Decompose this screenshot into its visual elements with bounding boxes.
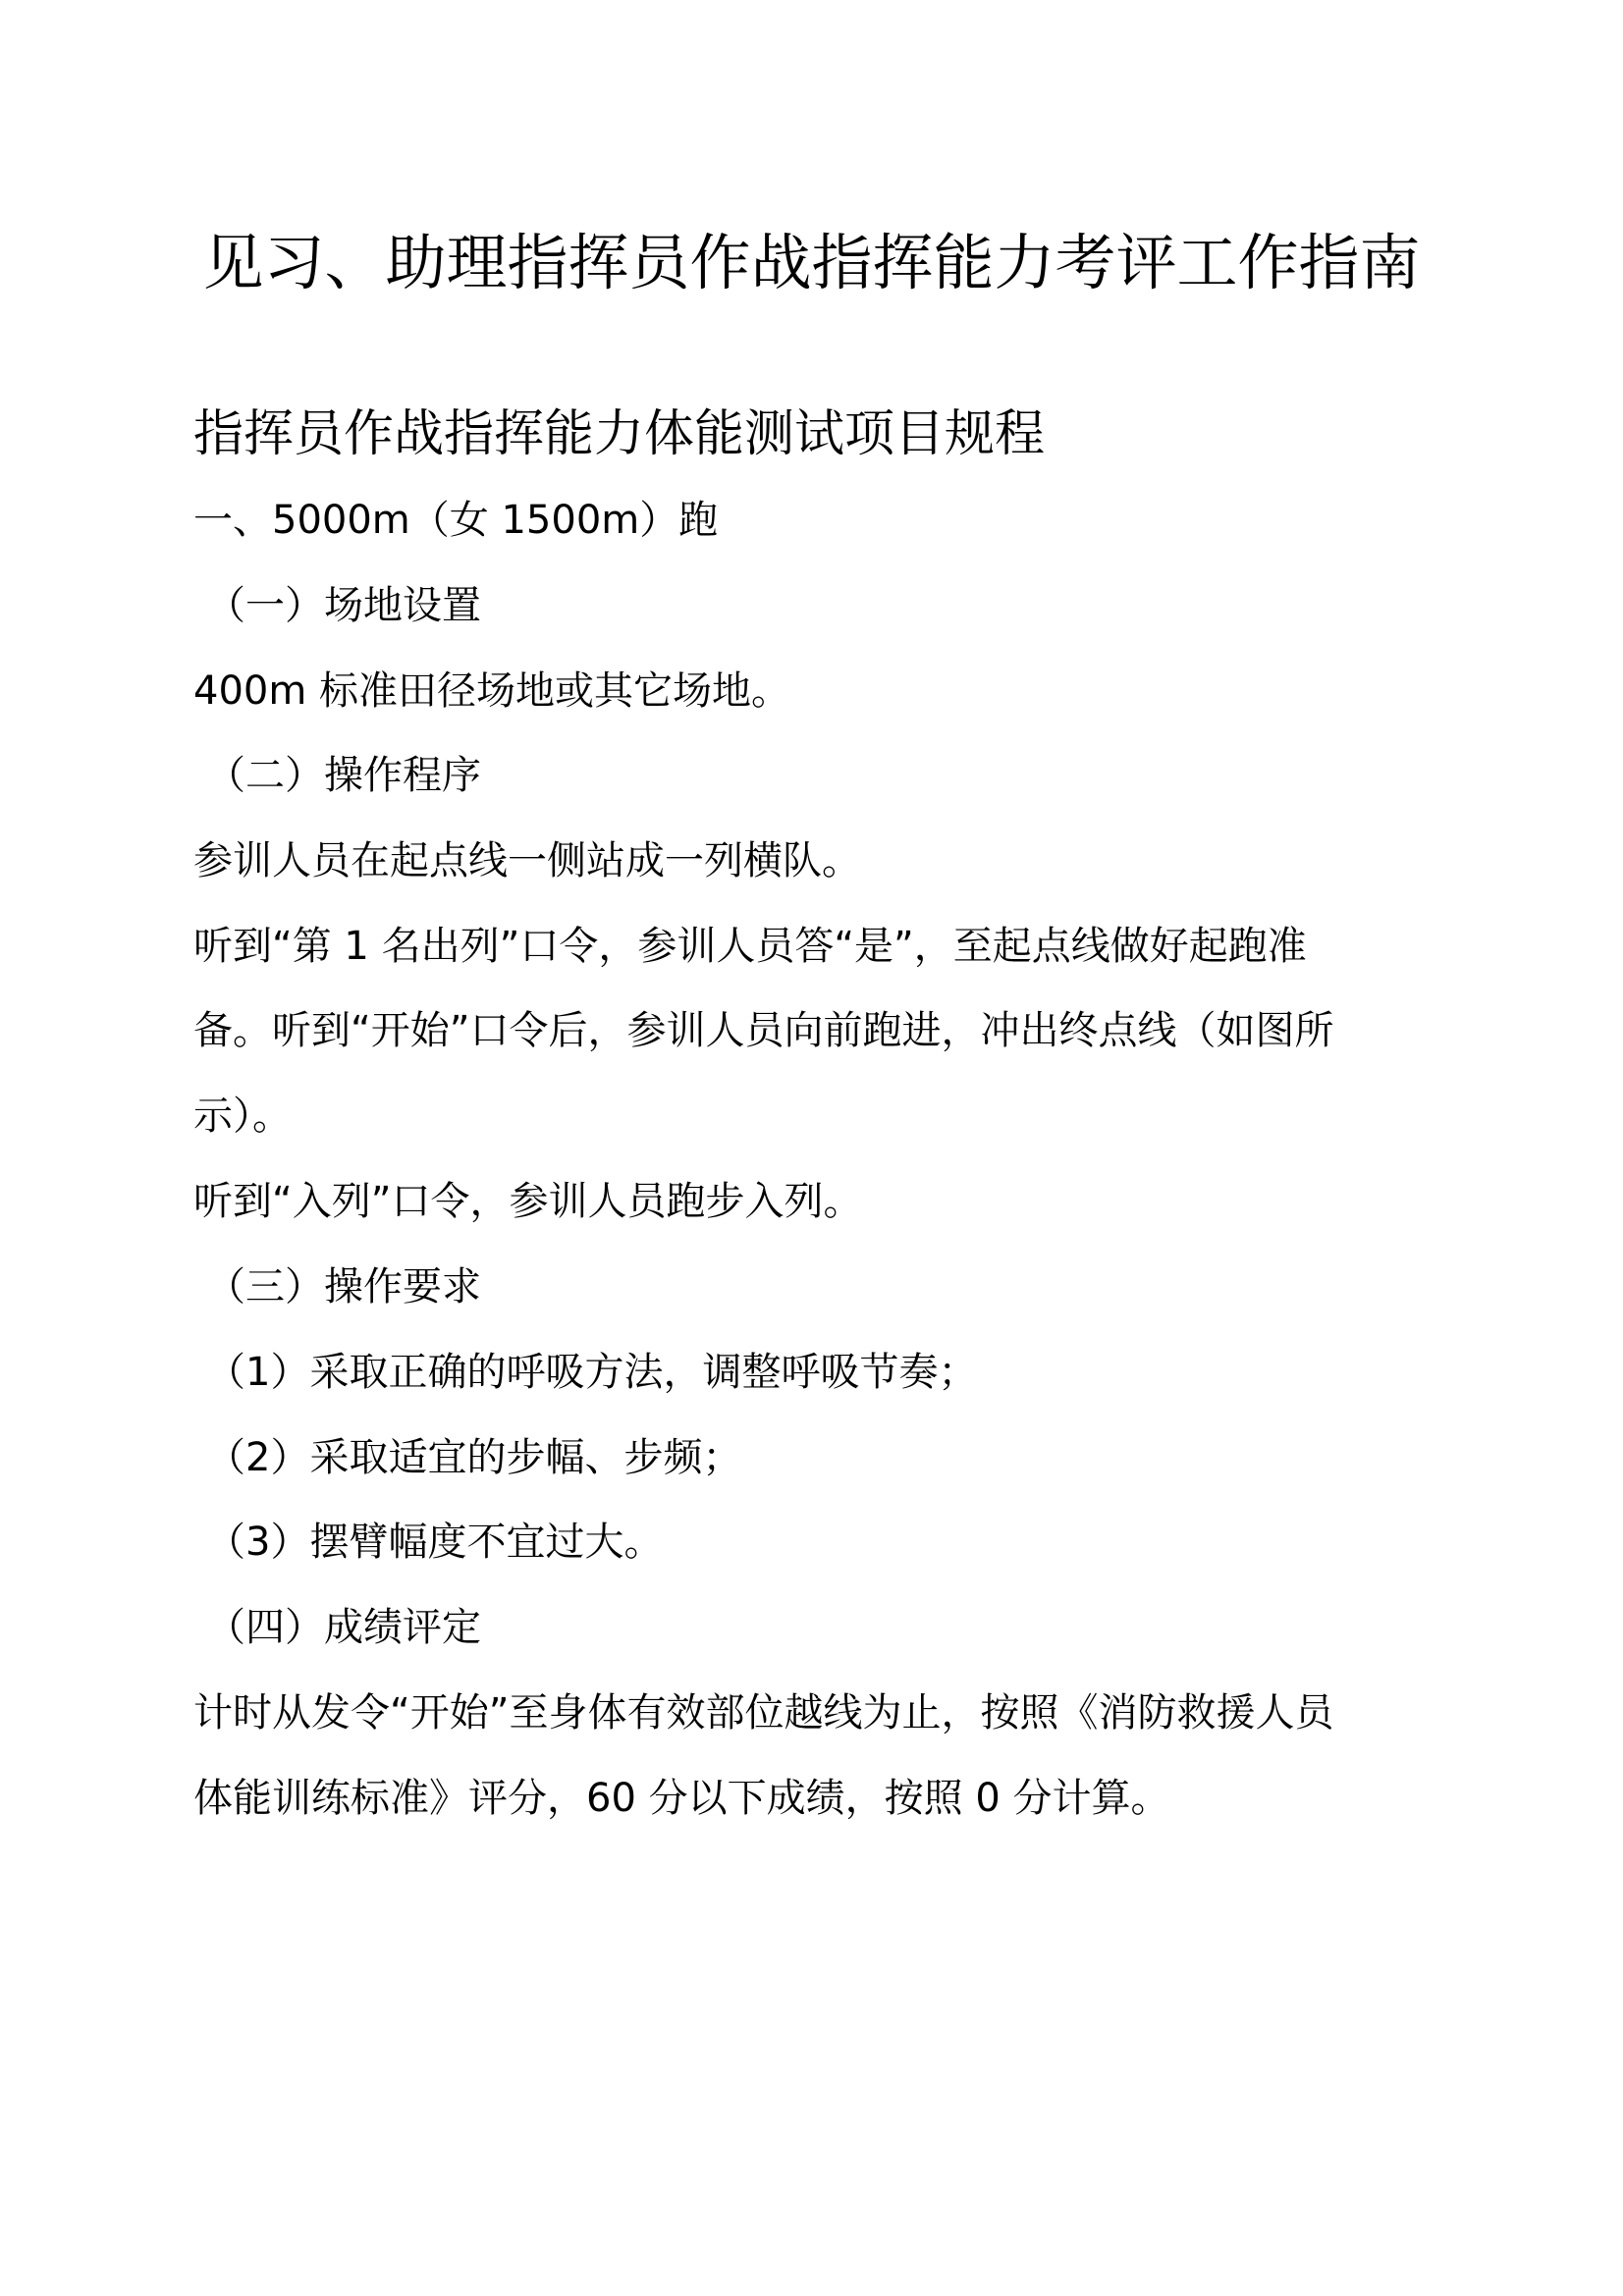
paragraph: 计时从发令“开始”至身体有效部位越线为止，按照《消防救援人员	[193, 1690, 1334, 1735]
list-item: （1）采取正确的呼吸方法，调整呼吸节奏；	[206, 1350, 978, 1395]
subsection-heading-site-setup: （一）场地设置	[206, 583, 481, 628]
list-item: （3）摆臂幅度不宜过大。	[206, 1520, 664, 1565]
paragraph: 参训人员在起点线一侧站成一列横队。	[193, 838, 861, 883]
paragraph: 备。听到“开始”口令后，参训人员向前跑进，冲出终点线（如图所	[193, 1008, 1334, 1053]
section-heading: 一、5000m（女 1500m）跑	[193, 498, 719, 543]
paragraph: 示）。	[193, 1094, 292, 1139]
paragraph: 听到“第 1 名出列”口令，参训人员答“是”，至起点线做好起跑准	[193, 924, 1307, 969]
document-subtitle: 指挥员作战指挥能力体能测试项目规程	[193, 405, 1046, 463]
document-title: 见习、助理指挥员作战指挥能力考评工作指南	[202, 227, 1421, 298]
list-item: （2）采取适宜的步幅、步频；	[206, 1435, 742, 1480]
subsection-heading-scoring: （四）成绩评定	[206, 1605, 481, 1650]
paragraph: 400m 标准田径场地或其它场地。	[193, 668, 791, 714]
paragraph: 听到“入列”口令，参训人员跑步入列。	[193, 1179, 863, 1224]
subsection-heading-requirements: （三）操作要求	[206, 1264, 481, 1309]
paragraph: 体能训练标准》评分，60 分以下成绩，按照 0 分计算。	[193, 1776, 1170, 1821]
subsection-heading-procedure: （二）操作程序	[206, 753, 481, 798]
